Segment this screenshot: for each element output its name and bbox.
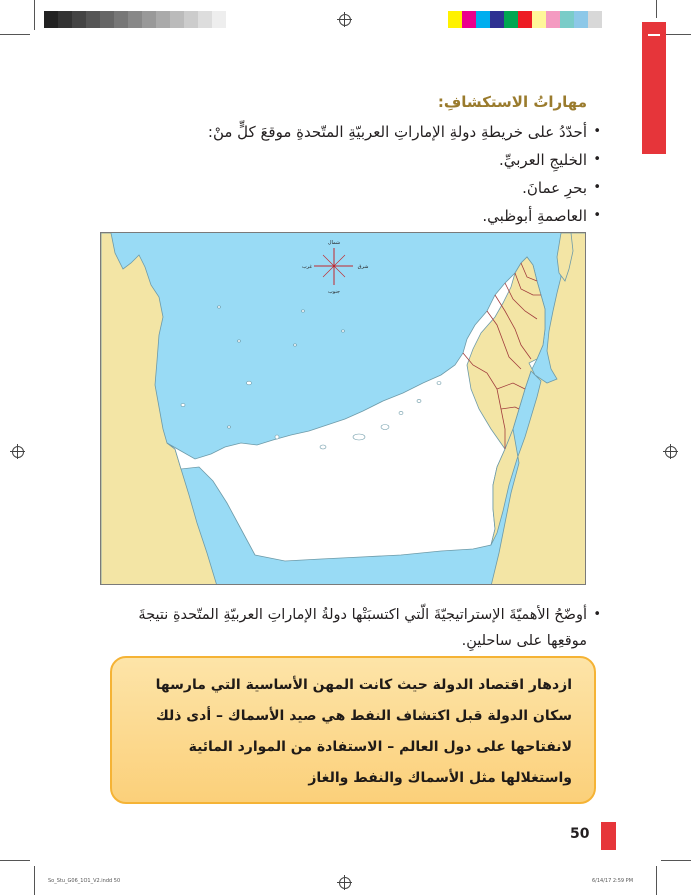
- chapter-side-tab: [642, 22, 666, 154]
- color-swatch: [462, 11, 476, 28]
- page-number: 50: [570, 826, 590, 842]
- gray-color-bar: [44, 11, 226, 28]
- registration-mark-icon: [665, 446, 677, 458]
- color-swatch: [518, 11, 532, 28]
- question-text: • أوضّحُ الأهميّةَ الإستراتيجيّةَ الّتي اكتسبَتْها دولةُ الإماراتِ العربيّةِ المتّحدةِ نتيجةَ موقعِها على ساحلينِ.: [107, 602, 587, 654]
- color-swatch: [546, 11, 560, 28]
- color-swatch: [588, 11, 602, 28]
- bullet-item: • العاصمةِ أبوظبي.: [482, 206, 587, 226]
- crop-mark: [34, 0, 35, 30]
- color-swatch: [114, 11, 128, 28]
- color-swatch: [448, 11, 462, 28]
- color-swatch: [490, 11, 504, 28]
- crop-mark: [0, 34, 30, 35]
- bullet-item: • أحدّدُ على خريطةِ دولةِ الإماراتِ العربيّةِ المتّحدةِ موقعَ كلٍّ منْ:: [208, 122, 587, 142]
- color-swatch: [58, 11, 72, 28]
- registration-mark-icon: [339, 14, 351, 26]
- color-swatch: [86, 11, 100, 28]
- uae-map: [100, 232, 586, 585]
- compass-south: جنوب: [328, 289, 340, 295]
- color-swatch: [212, 11, 226, 28]
- cmyk-color-bar: [448, 11, 602, 28]
- bullet-item: • بحرِ عمانَ.: [522, 178, 587, 198]
- crop-mark: [656, 0, 657, 18]
- registration-mark-icon: [339, 877, 351, 889]
- color-swatch: [476, 11, 490, 28]
- compass-east: شرق: [357, 264, 369, 270]
- answer-text: ازدهار اقتصاد الدولة حيث كانت المهن الأساسية التي مارسها سكان الدولة قبل اكتشاف النفط هي صيد الأسماك – أدى ذلك لانفتاحها على دول العالم – الاستفادة من الموارد المائية واستغلالها مثل الأسماك والنفط والغاز: [155, 677, 572, 786]
- crop-mark: [0, 860, 30, 861]
- color-swatch: [504, 11, 518, 28]
- footer-timestamp: 6/14/17 2:59 PM: [592, 878, 634, 884]
- crop-mark: [34, 866, 35, 895]
- compass-west: غرب: [301, 264, 313, 270]
- registration-mark-icon: [12, 446, 24, 458]
- color-swatch: [532, 11, 546, 28]
- color-swatch: [560, 11, 574, 28]
- crop-mark: [656, 866, 657, 895]
- color-swatch: [184, 11, 198, 28]
- crop-mark: [661, 860, 691, 861]
- color-swatch: [44, 11, 58, 28]
- color-swatch: [142, 11, 156, 28]
- section-heading: مهاراتُ الاستكشافِ:: [437, 93, 587, 111]
- map-svg: [101, 233, 586, 585]
- compass-north: شمال: [327, 240, 341, 246]
- color-swatch: [72, 11, 86, 28]
- color-swatch: [100, 11, 114, 28]
- color-swatch: [170, 11, 184, 28]
- color-swatch: [156, 11, 170, 28]
- color-swatch: [128, 11, 142, 28]
- answer-box: [110, 656, 596, 804]
- color-swatch: [198, 11, 212, 28]
- bullet-item: • الخليجِ العربيِّ.: [499, 150, 587, 170]
- page-number-bar: [601, 822, 616, 850]
- color-swatch: [574, 11, 588, 28]
- footer-file-name: So_Stu_G06_1O1_V2.indd 50: [48, 878, 121, 884]
